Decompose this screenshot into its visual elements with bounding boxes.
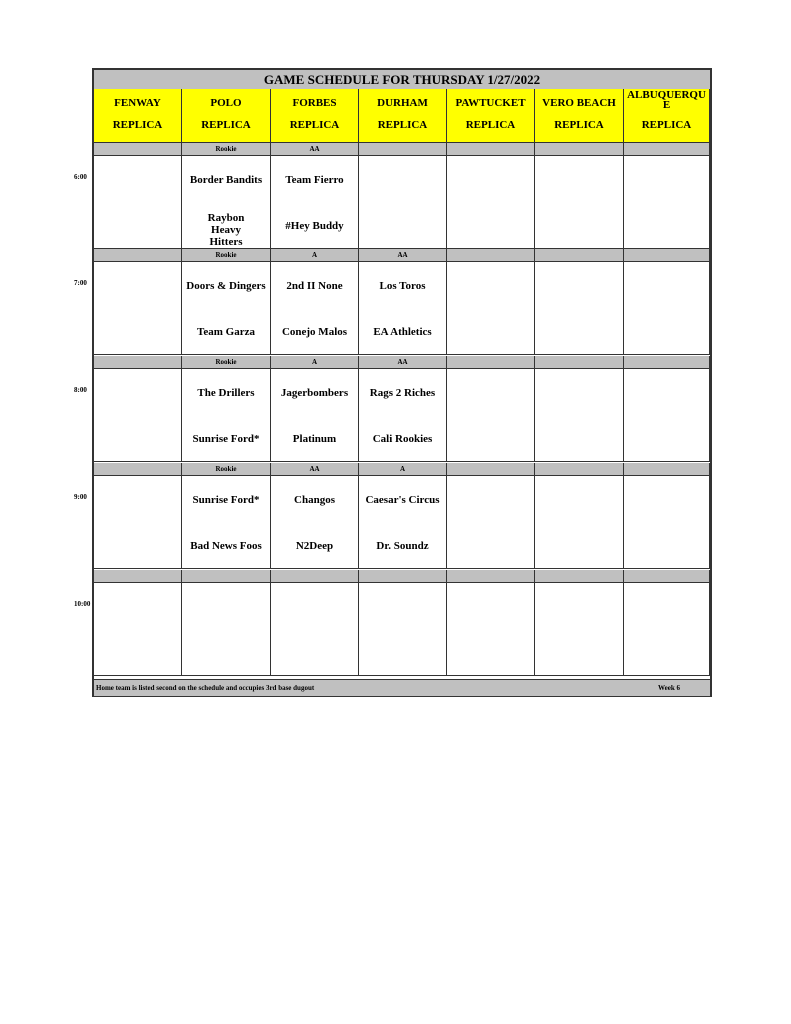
division-label: AA bbox=[271, 143, 359, 155]
away-team: Border Bandits bbox=[189, 174, 263, 186]
division-label: Rookie bbox=[182, 463, 271, 475]
field-subtitle: REPLICA bbox=[554, 119, 604, 131]
game-cell bbox=[535, 156, 624, 248]
field-subtitle: REPLICA bbox=[377, 119, 428, 131]
division-label bbox=[182, 570, 271, 582]
field-name: PAWTUCKET bbox=[455, 97, 526, 109]
division-band bbox=[94, 463, 710, 475]
field-name: POLO bbox=[210, 97, 242, 109]
division-label: A bbox=[359, 463, 447, 475]
field-header bbox=[94, 89, 182, 143]
footer-bar bbox=[94, 679, 710, 696]
division-label bbox=[535, 570, 624, 582]
home-team: #Hey Buddy bbox=[285, 220, 344, 232]
field-subtitle: REPLICA bbox=[201, 119, 251, 131]
home-team-note: Home team is listed second on the schedule and occupies 3rd base dugout bbox=[96, 684, 315, 692]
time-slot-block bbox=[94, 261, 710, 355]
field-header bbox=[182, 89, 271, 143]
game-cell bbox=[182, 262, 271, 354]
division-band bbox=[94, 356, 710, 368]
division-label bbox=[624, 249, 710, 261]
division-label bbox=[94, 249, 182, 261]
division-label bbox=[94, 463, 182, 475]
game-cell bbox=[535, 369, 624, 461]
time-label: 6:00 bbox=[74, 173, 87, 181]
division-label bbox=[535, 143, 624, 155]
game-cell bbox=[359, 262, 447, 354]
division-label: Rookie bbox=[182, 249, 271, 261]
game-cell bbox=[535, 262, 624, 354]
home-team: Bad News Foos bbox=[190, 540, 262, 552]
game-cell bbox=[624, 369, 710, 461]
division-label bbox=[535, 249, 624, 261]
division-label: Rookie bbox=[182, 356, 271, 368]
field-header-row bbox=[94, 89, 710, 143]
game-cell bbox=[271, 156, 359, 248]
game-cell bbox=[447, 583, 535, 675]
division-label bbox=[535, 356, 624, 368]
game-cell bbox=[359, 476, 447, 568]
game-cell bbox=[94, 476, 182, 568]
game-cell bbox=[94, 583, 182, 675]
division-band bbox=[94, 249, 710, 261]
game-cell bbox=[359, 156, 447, 248]
division-label: Rookie bbox=[182, 143, 271, 155]
field-header bbox=[535, 89, 624, 143]
game-cell bbox=[447, 156, 535, 248]
game-cell bbox=[271, 369, 359, 461]
away-team: Changos bbox=[294, 494, 335, 506]
away-team: Sunrise Ford* bbox=[192, 494, 260, 506]
time-slot-block bbox=[94, 475, 710, 569]
division-label: A bbox=[271, 249, 359, 261]
home-team: EA Athletics bbox=[373, 326, 432, 338]
game-cell bbox=[624, 156, 710, 248]
division-label bbox=[624, 570, 710, 582]
division-label bbox=[359, 570, 447, 582]
game-cell bbox=[447, 262, 535, 354]
home-team: Sunrise Ford* bbox=[192, 433, 260, 445]
away-team: The Drillers bbox=[197, 387, 255, 399]
field-header bbox=[271, 89, 359, 143]
away-team: Doors & Dingers bbox=[186, 280, 266, 292]
division-label bbox=[624, 356, 710, 368]
division-label bbox=[447, 143, 535, 155]
division-label: AA bbox=[359, 356, 447, 368]
time-label: 7:00 bbox=[74, 279, 87, 287]
time-slot-block bbox=[94, 155, 710, 249]
home-team: Team Garza bbox=[197, 326, 255, 338]
division-label bbox=[94, 143, 182, 155]
game-cell bbox=[94, 369, 182, 461]
home-team: Dr. Soundz bbox=[376, 540, 429, 552]
game-cell bbox=[182, 156, 271, 248]
time-label: 8:00 bbox=[74, 386, 87, 394]
away-team: Team Fierro bbox=[285, 174, 344, 186]
game-cell bbox=[447, 476, 535, 568]
game-cell bbox=[535, 476, 624, 568]
time-label: 9:00 bbox=[74, 493, 87, 501]
week-label: Week 6 bbox=[658, 684, 680, 692]
division-label bbox=[447, 570, 535, 582]
game-cell bbox=[182, 369, 271, 461]
division-band bbox=[94, 570, 710, 582]
field-name: FENWAY bbox=[114, 97, 161, 109]
division-label bbox=[359, 143, 447, 155]
field-header bbox=[359, 89, 447, 143]
division-label bbox=[535, 463, 624, 475]
game-cell bbox=[182, 583, 271, 675]
game-cell bbox=[271, 583, 359, 675]
division-label bbox=[94, 356, 182, 368]
game-cell bbox=[447, 369, 535, 461]
division-label bbox=[447, 356, 535, 368]
field-subtitle: REPLICA bbox=[641, 119, 692, 131]
away-team: Rags 2 Riches bbox=[369, 387, 436, 399]
home-team: Platinum bbox=[292, 433, 337, 445]
field-subtitle: REPLICA bbox=[289, 119, 340, 131]
time-label: 10:00 bbox=[74, 600, 91, 608]
schedule-sheet bbox=[92, 68, 712, 697]
field-subtitle: REPLICA bbox=[465, 119, 516, 131]
game-cell bbox=[271, 476, 359, 568]
game-cell bbox=[182, 476, 271, 568]
time-slot-block bbox=[94, 582, 710, 676]
division-label bbox=[271, 570, 359, 582]
division-label: A bbox=[271, 356, 359, 368]
game-cell bbox=[624, 262, 710, 354]
game-cell bbox=[624, 583, 710, 675]
field-header bbox=[447, 89, 535, 143]
home-team: Cali Rookies bbox=[372, 433, 433, 445]
game-cell bbox=[271, 262, 359, 354]
game-cell bbox=[359, 369, 447, 461]
division-label bbox=[447, 249, 535, 261]
away-team: 2nd II None bbox=[286, 280, 343, 292]
schedule-title: GAME SCHEDULE FOR THURSDAY 1/27/2022 bbox=[94, 70, 710, 90]
time-slot-block bbox=[94, 368, 710, 462]
away-team: Jagerbombers bbox=[280, 387, 349, 399]
division-label bbox=[94, 570, 182, 582]
field-name: VERO BEACH bbox=[542, 97, 616, 109]
away-team: Los Toros bbox=[379, 280, 426, 292]
division-label bbox=[447, 463, 535, 475]
division-label: AA bbox=[271, 463, 359, 475]
field-header bbox=[624, 89, 710, 143]
home-team: N2Deep bbox=[295, 540, 334, 552]
field-name: ALBUQUERQU E bbox=[627, 89, 706, 111]
game-cell bbox=[94, 262, 182, 354]
field-name: DURHAM bbox=[377, 97, 428, 109]
division-label: AA bbox=[359, 249, 447, 261]
game-cell bbox=[535, 583, 624, 675]
field-subtitle: REPLICA bbox=[112, 119, 163, 131]
game-cell bbox=[624, 476, 710, 568]
division-label bbox=[624, 463, 710, 475]
field-name: FORBES bbox=[292, 97, 337, 109]
home-team: Conejo Malos bbox=[281, 326, 348, 338]
division-label bbox=[624, 143, 710, 155]
division-band bbox=[94, 143, 710, 155]
game-cell bbox=[359, 583, 447, 675]
home-team: Raybon Heavy Hitters bbox=[207, 212, 245, 248]
away-team: Caesar's Circus bbox=[365, 494, 440, 506]
game-cell bbox=[94, 156, 182, 248]
